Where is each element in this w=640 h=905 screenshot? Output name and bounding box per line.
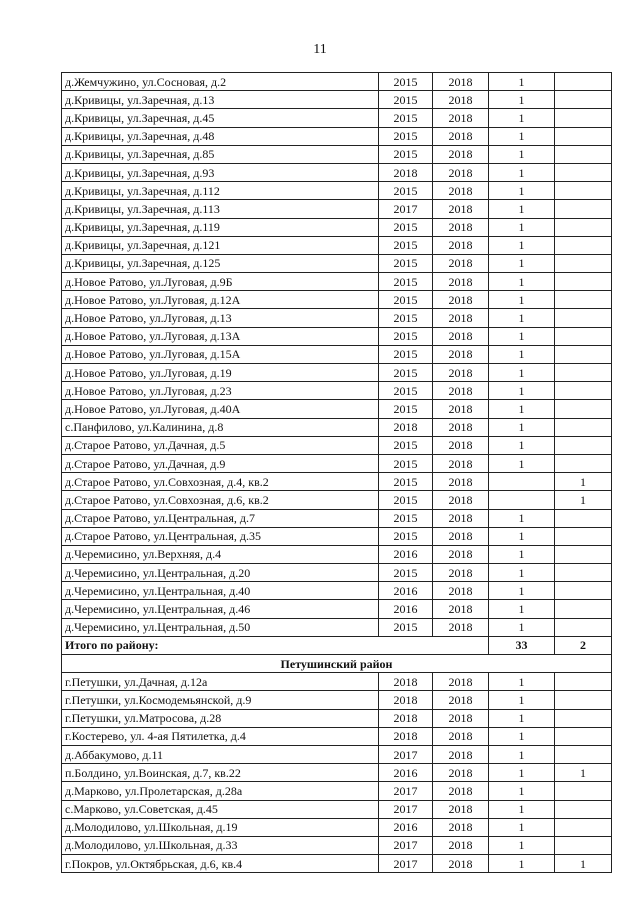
count-2-cell	[555, 109, 612, 127]
table-row	[62, 291, 612, 309]
count-1-cell: 1	[489, 345, 555, 363]
start-year-cell: 2015	[379, 382, 433, 400]
count-1-cell: 1	[489, 618, 555, 636]
count-1-cell: 1	[489, 745, 555, 763]
start-year-cell: 2015	[379, 309, 433, 327]
start-year-cell: 2016	[379, 764, 433, 782]
start-year-cell: 2016	[379, 818, 433, 836]
end-year-cell: 2018	[433, 291, 489, 309]
count-1-cell: 1	[489, 163, 555, 181]
total-label: Итого по району:	[62, 636, 489, 654]
count-1-cell: 1	[489, 109, 555, 127]
end-year-cell: 2018	[433, 836, 489, 854]
address-cell: д.Черемисино, ул.Центральная, д.46	[62, 600, 379, 618]
address-cell: д.Кривицы, ул.Заречная, д.121	[62, 236, 379, 254]
start-year-cell: 2015	[379, 436, 433, 454]
count-1-cell: 1	[489, 782, 555, 800]
end-year-cell: 2018	[433, 727, 489, 745]
address-cell: д.Новое Ратово, ул.Луговая, д.23	[62, 382, 379, 400]
end-year-cell: 2018	[433, 509, 489, 527]
address-cell: д.Черемисино, ул.Центральная, д.50	[62, 618, 379, 636]
count-1-cell: 1	[489, 691, 555, 709]
address-cell: п.Болдино, ул.Воинская, д.7, кв.22	[62, 764, 379, 782]
count-2-cell	[555, 218, 612, 236]
count-1-cell: 1	[489, 418, 555, 436]
end-year-cell: 2018	[433, 745, 489, 763]
count-1-cell: 1	[489, 400, 555, 418]
count-2-cell	[555, 145, 612, 163]
count-1-cell: 1	[489, 709, 555, 727]
start-year-cell: 2015	[379, 273, 433, 291]
table-row	[62, 836, 612, 854]
count-2-cell	[555, 400, 612, 418]
count-1-cell: 1	[489, 527, 555, 545]
start-year-cell: 2015	[379, 254, 433, 272]
count-2-cell	[555, 582, 612, 600]
count-1-cell: 1	[489, 600, 555, 618]
table-row	[62, 163, 612, 181]
count-2-cell	[555, 200, 612, 218]
address-cell: д.Новое Ратово, ул.Луговая, д.12А	[62, 291, 379, 309]
table-row	[62, 582, 612, 600]
address-cell: г.Покров, ул.Октябрьская, д.6, кв.4	[62, 855, 379, 873]
end-year-cell: 2018	[433, 163, 489, 181]
start-year-cell: 2017	[379, 200, 433, 218]
count-2-cell	[555, 836, 612, 854]
start-year-cell: 2015	[379, 564, 433, 582]
count-1-cell: 1	[489, 145, 555, 163]
table-row	[62, 182, 612, 200]
table-row	[62, 527, 612, 545]
address-cell: д.Молодилово, ул.Школьная, д.19	[62, 818, 379, 836]
table-row	[62, 400, 612, 418]
count-1-cell: 1	[489, 436, 555, 454]
start-year-cell: 2015	[379, 345, 433, 363]
start-year-cell: 2017	[379, 782, 433, 800]
address-cell: д.Жемчужино, ул.Сосновая, д.2	[62, 73, 379, 91]
table-row	[62, 709, 612, 727]
end-year-cell: 2018	[433, 491, 489, 509]
table-row	[62, 691, 612, 709]
table-row	[62, 91, 612, 109]
total-count-2: 2	[555, 636, 612, 654]
count-1-cell: 1	[489, 364, 555, 382]
address-cell: д.Марково, ул.Пролетарская, д.28а	[62, 782, 379, 800]
table-row	[62, 473, 612, 491]
end-year-cell: 2018	[433, 564, 489, 582]
count-2-cell	[555, 527, 612, 545]
start-year-cell: 2017	[379, 745, 433, 763]
end-year-cell: 2018	[433, 309, 489, 327]
address-cell: д.Кривицы, ул.Заречная, д.48	[62, 127, 379, 145]
start-year-cell: 2015	[379, 145, 433, 163]
table-row	[62, 127, 612, 145]
count-2-cell: 1	[555, 855, 612, 873]
count-2-cell	[555, 545, 612, 563]
end-year-cell: 2018	[433, 691, 489, 709]
end-year-cell: 2018	[433, 855, 489, 873]
address-cell: д.Черемисино, ул.Центральная, д.40	[62, 582, 379, 600]
table-row	[62, 236, 612, 254]
end-year-cell: 2018	[433, 127, 489, 145]
end-year-cell: 2018	[433, 109, 489, 127]
count-1-cell: 1	[489, 254, 555, 272]
address-cell: г.Петушки, ул.Матросова, д.28	[62, 709, 379, 727]
start-year-cell: 2015	[379, 527, 433, 545]
end-year-cell: 2018	[433, 436, 489, 454]
count-1-cell: 1	[489, 309, 555, 327]
address-cell: д.Кривицы, ул.Заречная, д.13	[62, 91, 379, 109]
section-b-rows	[62, 673, 612, 873]
end-year-cell: 2018	[433, 254, 489, 272]
start-year-cell: 2017	[379, 855, 433, 873]
table-row	[62, 600, 612, 618]
count-2-cell	[555, 436, 612, 454]
end-year-cell: 2018	[433, 673, 489, 691]
address-cell: д.Новое Ратово, ул.Луговая, д.13	[62, 309, 379, 327]
address-cell: д.Новое Ратово, ул.Луговая, д.13А	[62, 327, 379, 345]
count-2-cell	[555, 91, 612, 109]
address-cell: д.Новое Ратово, ул.Луговая, д.15А	[62, 345, 379, 363]
end-year-cell: 2018	[433, 454, 489, 472]
address-cell: д.Новое Ратово, ул.Луговая, д.9Б	[62, 273, 379, 291]
start-year-cell: 2015	[379, 491, 433, 509]
address-cell: д.Кривицы, ул.Заречная, д.112	[62, 182, 379, 200]
district-total	[62, 636, 612, 672]
count-2-cell	[555, 382, 612, 400]
table-row	[62, 418, 612, 436]
table-row	[62, 764, 612, 782]
total-count-1: 33	[489, 636, 555, 654]
count-2-cell	[555, 127, 612, 145]
count-2-cell: 1	[555, 491, 612, 509]
address-cell: с.Марково, ул.Советская, д.45	[62, 800, 379, 818]
start-year-cell: 2015	[379, 291, 433, 309]
table-row	[62, 618, 612, 636]
count-1-cell: 1	[489, 291, 555, 309]
table-row	[62, 800, 612, 818]
count-2-cell	[555, 782, 612, 800]
end-year-cell: 2018	[433, 218, 489, 236]
start-year-cell: 2015	[379, 473, 433, 491]
count-1-cell: 1	[489, 509, 555, 527]
count-2-cell	[555, 709, 612, 727]
table-row	[62, 782, 612, 800]
table-row	[62, 727, 612, 745]
start-year-cell: 2015	[379, 364, 433, 382]
end-year-cell: 2018	[433, 545, 489, 563]
count-2-cell	[555, 291, 612, 309]
count-1-cell: 1	[489, 182, 555, 200]
address-cell: г.Петушки, ул.Дачная, д.12а	[62, 673, 379, 691]
table-row	[62, 309, 612, 327]
address-cell: д.Молодилово, ул.Школьная, д.33	[62, 836, 379, 854]
start-year-cell: 2015	[379, 509, 433, 527]
count-1-cell: 1	[489, 727, 555, 745]
table-row	[62, 345, 612, 363]
end-year-cell: 2018	[433, 582, 489, 600]
section-header-row	[62, 655, 612, 673]
total-row	[62, 636, 612, 654]
end-year-cell: 2018	[433, 782, 489, 800]
count-2-cell	[555, 273, 612, 291]
address-cell: д.Старое Ратово, ул.Центральная, д.7	[62, 509, 379, 527]
table-row	[62, 509, 612, 527]
table-row	[62, 109, 612, 127]
start-year-cell: 2015	[379, 618, 433, 636]
count-2-cell	[555, 745, 612, 763]
table-row	[62, 382, 612, 400]
end-year-cell: 2018	[433, 418, 489, 436]
count-1-cell: 1	[489, 545, 555, 563]
section-a-rows	[62, 73, 612, 637]
end-year-cell: 2018	[433, 600, 489, 618]
start-year-cell: 2015	[379, 73, 433, 91]
address-cell: г.Петушки, ул.Космодемьянской, д.9	[62, 691, 379, 709]
table-row	[62, 855, 612, 873]
count-1-cell	[489, 473, 555, 491]
count-2-cell	[555, 618, 612, 636]
count-1-cell: 1	[489, 73, 555, 91]
count-2-cell	[555, 727, 612, 745]
start-year-cell: 2017	[379, 836, 433, 854]
table-row	[62, 200, 612, 218]
count-2-cell: 1	[555, 473, 612, 491]
table-row	[62, 364, 612, 382]
address-cell: д.Кривицы, ул.Заречная, д.93	[62, 163, 379, 181]
table-row	[62, 818, 612, 836]
count-2-cell	[555, 564, 612, 582]
count-1-cell: 1	[489, 855, 555, 873]
count-2-cell: 1	[555, 764, 612, 782]
start-year-cell: 2015	[379, 91, 433, 109]
end-year-cell: 2018	[433, 618, 489, 636]
count-2-cell	[555, 364, 612, 382]
count-1-cell: 1	[489, 218, 555, 236]
address-cell: д.Кривицы, ул.Заречная, д.119	[62, 218, 379, 236]
start-year-cell: 2018	[379, 727, 433, 745]
address-cell: д.Старое Ратово, ул.Центральная, д.35	[62, 527, 379, 545]
start-year-cell: 2018	[379, 709, 433, 727]
start-year-cell: 2017	[379, 800, 433, 818]
table-row	[62, 454, 612, 472]
start-year-cell: 2015	[379, 182, 433, 200]
count-1-cell: 1	[489, 91, 555, 109]
table-row	[62, 745, 612, 763]
count-1-cell: 1	[489, 127, 555, 145]
table-row	[62, 273, 612, 291]
end-year-cell: 2018	[433, 364, 489, 382]
count-1-cell: 1	[489, 564, 555, 582]
address-cell: д.Кривицы, ул.Заречная, д.125	[62, 254, 379, 272]
count-2-cell	[555, 673, 612, 691]
count-1-cell: 1	[489, 818, 555, 836]
address-cell: д.Старое Ратово, ул.Совхозная, д.4, кв.2	[62, 473, 379, 491]
count-1-cell: 1	[489, 273, 555, 291]
table-row	[62, 491, 612, 509]
count-2-cell	[555, 818, 612, 836]
address-cell: д.Черемисино, ул.Верхняя, д.4	[62, 545, 379, 563]
end-year-cell: 2018	[433, 818, 489, 836]
address-cell: д.Старое Ратово, ул.Дачная, д.9	[62, 454, 379, 472]
count-2-cell	[555, 327, 612, 345]
address-cell: с.Панфилово, ул.Калинина, д.8	[62, 418, 379, 436]
address-cell: д.Новое Ратово, ул.Луговая, д.19	[62, 364, 379, 382]
table-row	[62, 254, 612, 272]
housing-register-table	[61, 72, 612, 873]
end-year-cell: 2018	[433, 273, 489, 291]
count-2-cell	[555, 800, 612, 818]
address-cell: д.Кривицы, ул.Заречная, д.85	[62, 145, 379, 163]
address-cell: д.Аббакумово, д.11	[62, 745, 379, 763]
end-year-cell: 2018	[433, 527, 489, 545]
count-2-cell	[555, 454, 612, 472]
count-1-cell: 1	[489, 327, 555, 345]
end-year-cell: 2018	[433, 200, 489, 218]
count-2-cell	[555, 600, 612, 618]
address-cell: д.Кривицы, ул.Заречная, д.45	[62, 109, 379, 127]
start-year-cell: 2018	[379, 418, 433, 436]
end-year-cell: 2018	[433, 145, 489, 163]
start-year-cell: 2018	[379, 691, 433, 709]
count-1-cell: 1	[489, 764, 555, 782]
end-year-cell: 2018	[433, 91, 489, 109]
count-1-cell: 1	[489, 454, 555, 472]
start-year-cell: 2015	[379, 109, 433, 127]
end-year-cell: 2018	[433, 382, 489, 400]
table-row	[62, 218, 612, 236]
page-number: 11	[313, 42, 327, 57]
table-row	[62, 673, 612, 691]
table-row	[62, 145, 612, 163]
start-year-cell: 2015	[379, 400, 433, 418]
count-1-cell: 1	[489, 200, 555, 218]
start-year-cell: 2015	[379, 454, 433, 472]
table-row	[62, 564, 612, 582]
count-2-cell	[555, 509, 612, 527]
count-1-cell: 1	[489, 236, 555, 254]
count-2-cell	[555, 691, 612, 709]
start-year-cell: 2016	[379, 600, 433, 618]
end-year-cell: 2018	[433, 709, 489, 727]
address-cell: д.Новое Ратово, ул.Луговая, д.40А	[62, 400, 379, 418]
end-year-cell: 2018	[433, 345, 489, 363]
start-year-cell: 2015	[379, 236, 433, 254]
count-1-cell	[489, 491, 555, 509]
count-1-cell: 1	[489, 382, 555, 400]
count-2-cell	[555, 73, 612, 91]
end-year-cell: 2018	[433, 473, 489, 491]
count-2-cell	[555, 345, 612, 363]
start-year-cell: 2015	[379, 327, 433, 345]
start-year-cell: 2015	[379, 127, 433, 145]
address-cell: д.Кривицы, ул.Заречная, д.113	[62, 200, 379, 218]
address-cell: д.Старое Ратово, ул.Дачная, д.5	[62, 436, 379, 454]
start-year-cell: 2016	[379, 545, 433, 563]
start-year-cell: 2016	[379, 582, 433, 600]
table-row	[62, 327, 612, 345]
count-1-cell: 1	[489, 836, 555, 854]
start-year-cell: 2015	[379, 218, 433, 236]
table-row	[62, 545, 612, 563]
count-1-cell: 1	[489, 800, 555, 818]
table-row	[62, 436, 612, 454]
count-2-cell	[555, 309, 612, 327]
address-cell: д.Черемисино, ул.Центральная, д.20	[62, 564, 379, 582]
count-2-cell	[555, 182, 612, 200]
start-year-cell: 2018	[379, 673, 433, 691]
end-year-cell: 2018	[433, 327, 489, 345]
section-title: Петушинский район	[62, 655, 612, 673]
end-year-cell: 2018	[433, 73, 489, 91]
count-2-cell	[555, 236, 612, 254]
count-1-cell: 1	[489, 582, 555, 600]
end-year-cell: 2018	[433, 800, 489, 818]
end-year-cell: 2018	[433, 764, 489, 782]
address-cell: г.Костерево, ул. 4-ая Пятилетка, д.4	[62, 727, 379, 745]
table-row	[62, 73, 612, 91]
end-year-cell: 2018	[433, 182, 489, 200]
address-cell: д.Старое Ратово, ул.Совхозная, д.6, кв.2	[62, 491, 379, 509]
end-year-cell: 2018	[433, 236, 489, 254]
count-2-cell	[555, 254, 612, 272]
end-year-cell: 2018	[433, 400, 489, 418]
count-1-cell: 1	[489, 673, 555, 691]
start-year-cell: 2018	[379, 163, 433, 181]
count-2-cell	[555, 163, 612, 181]
count-2-cell	[555, 418, 612, 436]
